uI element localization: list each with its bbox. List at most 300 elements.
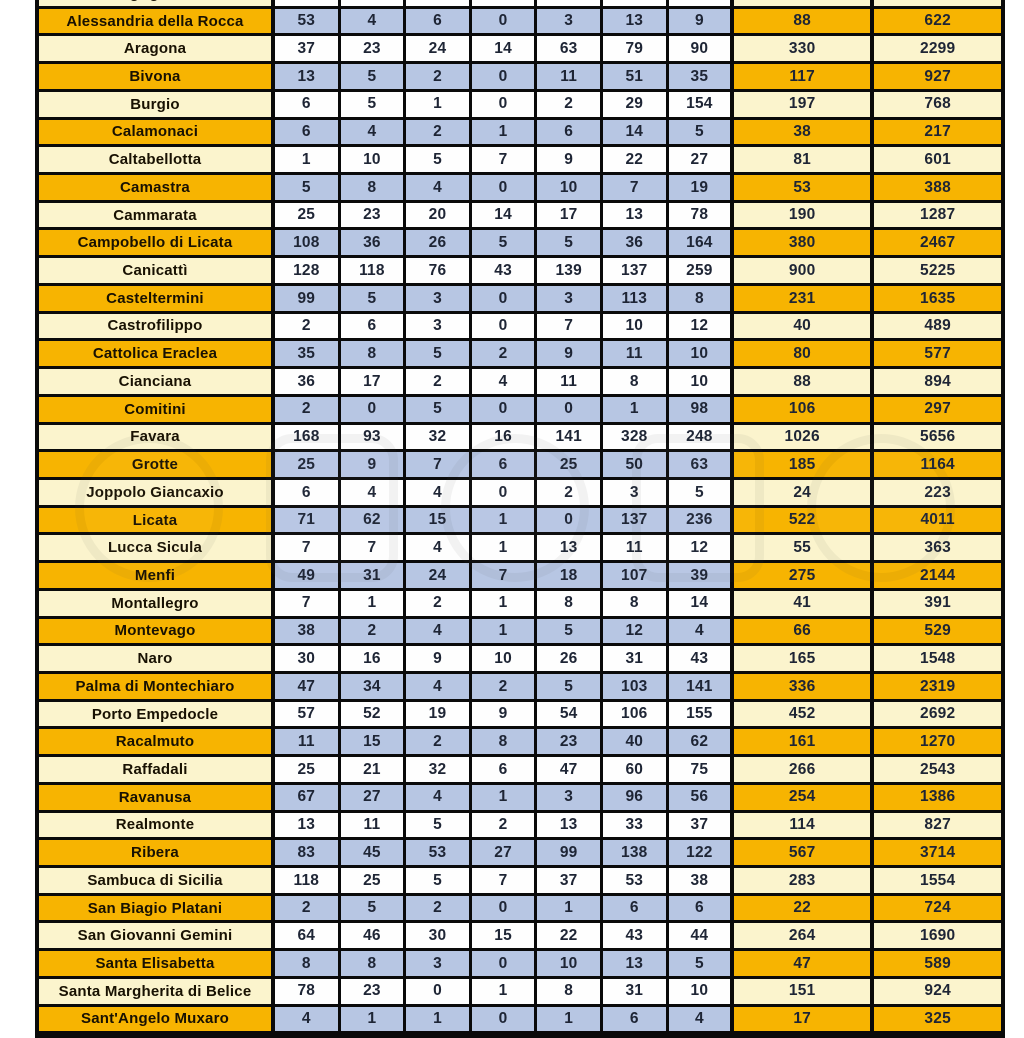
value-cell: 23 xyxy=(537,729,603,754)
value-cell: 4 xyxy=(472,369,538,394)
row-total-cell: 55 xyxy=(734,535,874,560)
value-cell: 0 xyxy=(472,397,538,422)
value-cell: 75 xyxy=(669,757,735,782)
grand-total-cell xyxy=(874,0,1001,6)
grand-total-cell: 827 xyxy=(874,813,1001,838)
value-cell xyxy=(406,0,472,6)
grand-total-cell: 1690 xyxy=(874,923,1001,948)
value-cell xyxy=(472,0,538,6)
value-cell: 118 xyxy=(341,258,407,283)
row-total-cell: 53 xyxy=(734,175,874,200)
value-cell: 47 xyxy=(537,757,603,782)
table-row xyxy=(39,979,1001,1007)
value-cell: 27 xyxy=(669,147,735,172)
value-cell: 64 xyxy=(275,923,341,948)
table-row xyxy=(39,175,1001,203)
value-cell: 6 xyxy=(537,120,603,145)
row-total-cell: 275 xyxy=(734,563,874,588)
value-cell: 38 xyxy=(275,619,341,644)
value-cell: 5 xyxy=(537,230,603,255)
municipality-name-cell: Bivona xyxy=(39,64,275,89)
table-row xyxy=(39,785,1001,813)
grand-total-cell: 601 xyxy=(874,147,1001,172)
value-cell: 17 xyxy=(341,369,407,394)
municipality-name-cell: Cattolica Eraclea xyxy=(39,341,275,366)
grand-total-cell: 297 xyxy=(874,397,1001,422)
value-cell: 8 xyxy=(341,341,407,366)
value-cell: 1 xyxy=(472,785,538,810)
value-cell: 0 xyxy=(472,951,538,976)
value-cell: 25 xyxy=(341,868,407,893)
table-row xyxy=(39,258,1001,286)
value-cell: 3 xyxy=(537,9,603,34)
value-cell: 20 xyxy=(406,203,472,228)
value-cell: 99 xyxy=(275,286,341,311)
value-cell: 23 xyxy=(341,203,407,228)
row-total-cell xyxy=(734,0,874,6)
table-row xyxy=(39,92,1001,120)
table-row xyxy=(39,314,1001,342)
value-cell: 12 xyxy=(669,314,735,339)
value-cell: 13 xyxy=(603,951,669,976)
value-cell: 164 xyxy=(669,230,735,255)
grand-total-cell: 388 xyxy=(874,175,1001,200)
value-cell: 29 xyxy=(603,92,669,117)
value-cell: 0 xyxy=(472,9,538,34)
value-cell: 6 xyxy=(275,120,341,145)
value-cell: 8 xyxy=(341,175,407,200)
value-cell: 2 xyxy=(275,397,341,422)
value-cell: 259 xyxy=(669,258,735,283)
value-cell: 54 xyxy=(537,702,603,727)
value-cell: 8 xyxy=(669,286,735,311)
value-cell: 79 xyxy=(603,36,669,61)
value-cell: 2 xyxy=(537,92,603,117)
value-cell: 63 xyxy=(669,452,735,477)
value-cell: 15 xyxy=(472,923,538,948)
table-row xyxy=(39,757,1001,785)
table-row xyxy=(39,868,1001,896)
value-cell: 2 xyxy=(406,729,472,754)
table-row xyxy=(39,619,1001,647)
value-cell: 78 xyxy=(275,979,341,1004)
value-cell: 13 xyxy=(603,9,669,34)
value-cell: 0 xyxy=(472,64,538,89)
grand-total-cell: 1548 xyxy=(874,646,1001,671)
municipality-name-cell: Caltabellotta xyxy=(39,147,275,172)
grand-total-cell: 223 xyxy=(874,480,1001,505)
table-row xyxy=(39,702,1001,730)
value-cell: 7 xyxy=(537,314,603,339)
value-cell: 10 xyxy=(669,341,735,366)
value-cell: 2 xyxy=(275,314,341,339)
table-row xyxy=(39,36,1001,64)
value-cell: 14 xyxy=(603,120,669,145)
value-cell: 43 xyxy=(472,258,538,283)
municipality-name-cell: Sant'Angelo Muxaro xyxy=(39,1007,275,1032)
value-cell: 108 xyxy=(275,230,341,255)
value-cell: 30 xyxy=(275,646,341,671)
municipality-name-cell: Cammarata xyxy=(39,203,275,228)
value-cell: 5 xyxy=(341,92,407,117)
municipality-name-cell: Porto Empedocle xyxy=(39,702,275,727)
value-cell: 78 xyxy=(669,203,735,228)
value-cell: 6 xyxy=(669,896,735,921)
value-cell: 1 xyxy=(472,535,538,560)
value-cell: 8 xyxy=(275,951,341,976)
table-row xyxy=(39,425,1001,453)
value-cell: 36 xyxy=(341,230,407,255)
table-row xyxy=(39,452,1001,480)
municipality-name-cell: Sambuca di Sicilia xyxy=(39,868,275,893)
value-cell: 71 xyxy=(275,508,341,533)
value-cell: 17 xyxy=(537,203,603,228)
value-cell: 5 xyxy=(669,120,735,145)
municipality-name-cell: Licata xyxy=(39,508,275,533)
row-total-cell: 80 xyxy=(734,341,874,366)
value-cell: 4 xyxy=(406,619,472,644)
municipality-name-cell: Aragona xyxy=(39,36,275,61)
table-row xyxy=(39,591,1001,619)
grand-total-cell: 1386 xyxy=(874,785,1001,810)
value-cell: 27 xyxy=(341,785,407,810)
grand-total-cell: 391 xyxy=(874,591,1001,616)
row-total-cell: 81 xyxy=(734,147,874,172)
row-total-cell: 165 xyxy=(734,646,874,671)
value-cell: 6 xyxy=(275,92,341,117)
row-total-cell: 900 xyxy=(734,258,874,283)
value-cell: 13 xyxy=(275,64,341,89)
value-cell: 44 xyxy=(669,923,735,948)
value-cell: 328 xyxy=(603,425,669,450)
value-cell: 12 xyxy=(603,619,669,644)
grand-total-cell: 1164 xyxy=(874,452,1001,477)
value-cell: 1 xyxy=(537,896,603,921)
value-cell: 141 xyxy=(669,674,735,699)
municipality-name-cell: Casteltermini xyxy=(39,286,275,311)
value-cell: 5 xyxy=(537,619,603,644)
value-cell xyxy=(537,0,603,6)
row-total-cell: 161 xyxy=(734,729,874,754)
value-cell: 2 xyxy=(406,369,472,394)
table-row xyxy=(39,646,1001,674)
value-cell: 40 xyxy=(603,729,669,754)
value-cell: 1 xyxy=(472,591,538,616)
value-cell: 62 xyxy=(341,508,407,533)
value-cell: 155 xyxy=(669,702,735,727)
value-cell: 31 xyxy=(603,979,669,1004)
value-cell: 23 xyxy=(341,36,407,61)
grand-total-cell: 1287 xyxy=(874,203,1001,228)
value-cell: 0 xyxy=(537,397,603,422)
value-cell: 2 xyxy=(275,896,341,921)
value-cell: 3 xyxy=(406,951,472,976)
value-cell: 3 xyxy=(406,314,472,339)
table-row xyxy=(39,535,1001,563)
value-cell: 13 xyxy=(537,535,603,560)
value-cell: 1 xyxy=(472,120,538,145)
value-cell xyxy=(669,0,735,6)
value-cell: 45 xyxy=(341,840,407,865)
row-total-cell: 114 xyxy=(734,813,874,838)
value-cell: 46 xyxy=(341,923,407,948)
value-cell: 3 xyxy=(537,286,603,311)
value-cell: 3 xyxy=(537,785,603,810)
grand-total-cell: 2299 xyxy=(874,36,1001,61)
grand-total-cell: 768 xyxy=(874,92,1001,117)
value-cell: 37 xyxy=(537,868,603,893)
table-row xyxy=(39,729,1001,757)
row-total-cell: 283 xyxy=(734,868,874,893)
table-row xyxy=(39,120,1001,148)
value-cell: 4 xyxy=(341,9,407,34)
value-cell: 56 xyxy=(669,785,735,810)
value-cell: 11 xyxy=(341,813,407,838)
municipality-name-cell: Palma di Montechiaro xyxy=(39,674,275,699)
value-cell: 5 xyxy=(406,341,472,366)
table-row xyxy=(39,203,1001,231)
value-cell: 9 xyxy=(472,702,538,727)
table-row xyxy=(39,341,1001,369)
value-cell: 96 xyxy=(603,785,669,810)
value-cell: 4 xyxy=(406,785,472,810)
value-cell: 2 xyxy=(406,64,472,89)
value-cell: 43 xyxy=(603,923,669,948)
value-cell: 22 xyxy=(537,923,603,948)
municipality-name-cell: Racalmuto xyxy=(39,729,275,754)
row-total-cell: 254 xyxy=(734,785,874,810)
value-cell: 53 xyxy=(275,9,341,34)
value-cell: 7 xyxy=(603,175,669,200)
value-cell: 1 xyxy=(341,591,407,616)
value-cell: 113 xyxy=(603,286,669,311)
table-row xyxy=(39,563,1001,591)
row-total-cell: 190 xyxy=(734,203,874,228)
municipality-name-cell: Santa Elisabetta xyxy=(39,951,275,976)
value-cell: 6 xyxy=(275,480,341,505)
value-cell: 0 xyxy=(472,896,538,921)
table-row xyxy=(39,923,1001,951)
value-cell: 4 xyxy=(669,1007,735,1032)
value-cell: 139 xyxy=(537,258,603,283)
value-cell: 9 xyxy=(537,147,603,172)
value-cell: 2 xyxy=(537,480,603,505)
value-cell: 32 xyxy=(406,425,472,450)
value-cell: 7 xyxy=(275,591,341,616)
value-cell: 19 xyxy=(669,175,735,200)
value-cell: 236 xyxy=(669,508,735,533)
value-cell: 10 xyxy=(603,314,669,339)
value-cell: 30 xyxy=(406,923,472,948)
value-cell: 18 xyxy=(537,563,603,588)
grand-total-cell: 924 xyxy=(874,979,1001,1004)
value-cell: 93 xyxy=(341,425,407,450)
municipality-name-cell xyxy=(39,0,275,6)
value-cell: 8 xyxy=(472,729,538,754)
value-cell: 50 xyxy=(603,452,669,477)
row-total-cell: 185 xyxy=(734,452,874,477)
value-cell: 10 xyxy=(537,951,603,976)
grand-total-cell: 1270 xyxy=(874,729,1001,754)
value-cell: 137 xyxy=(603,508,669,533)
grand-total-cell: 2692 xyxy=(874,702,1001,727)
value-cell: 26 xyxy=(406,230,472,255)
value-cell: 24 xyxy=(406,36,472,61)
value-cell: 3 xyxy=(406,286,472,311)
row-total-cell: 567 xyxy=(734,840,874,865)
value-cell: 5 xyxy=(537,674,603,699)
value-cell: 3 xyxy=(603,480,669,505)
value-cell: 6 xyxy=(603,896,669,921)
value-cell: 14 xyxy=(472,203,538,228)
value-cell xyxy=(603,0,669,6)
value-cell: 0 xyxy=(472,480,538,505)
value-cell: 1 xyxy=(537,1007,603,1032)
value-cell: 8 xyxy=(537,591,603,616)
row-total-cell: 336 xyxy=(734,674,874,699)
municipality-name-cell: Calamonaci xyxy=(39,120,275,145)
row-total-cell: 264 xyxy=(734,923,874,948)
grand-total-cell: 2543 xyxy=(874,757,1001,782)
row-total-cell: 22 xyxy=(734,896,874,921)
value-cell: 7 xyxy=(341,535,407,560)
value-cell: 7 xyxy=(406,452,472,477)
value-cell: 9 xyxy=(341,452,407,477)
value-cell: 7 xyxy=(472,563,538,588)
municipality-name-cell: Favara xyxy=(39,425,275,450)
grand-total-cell: 927 xyxy=(874,64,1001,89)
grand-total-cell: 217 xyxy=(874,120,1001,145)
municipality-name-cell: Ravanusa xyxy=(39,785,275,810)
value-cell: 7 xyxy=(472,868,538,893)
value-cell: 1 xyxy=(603,397,669,422)
grand-total-cell: 724 xyxy=(874,896,1001,921)
value-cell: 2 xyxy=(406,591,472,616)
value-cell: 10 xyxy=(669,369,735,394)
row-total-cell: 117 xyxy=(734,64,874,89)
grand-total-cell: 325 xyxy=(874,1007,1001,1032)
row-total-cell: 231 xyxy=(734,286,874,311)
grand-total-cell: 4011 xyxy=(874,508,1001,533)
municipality-name-cell: San Giovanni Gemini xyxy=(39,923,275,948)
value-cell: 10 xyxy=(341,147,407,172)
municipality-name-cell: Canicattì xyxy=(39,258,275,283)
municipality-name-cell: Grotte xyxy=(39,452,275,477)
value-cell: 43 xyxy=(669,646,735,671)
value-cell: 5 xyxy=(275,175,341,200)
value-cell: 141 xyxy=(537,425,603,450)
value-cell: 4 xyxy=(341,480,407,505)
value-cell: 5 xyxy=(406,813,472,838)
value-cell: 0 xyxy=(537,508,603,533)
municipality-name-cell: Alessandria della Rocca xyxy=(39,9,275,34)
value-cell: 4 xyxy=(275,1007,341,1032)
value-cell: 16 xyxy=(341,646,407,671)
value-cell: 62 xyxy=(669,729,735,754)
value-cell: 53 xyxy=(406,840,472,865)
row-total-cell: 380 xyxy=(734,230,874,255)
row-total-cell: 106 xyxy=(734,397,874,422)
municipality-name-cell: Montevago xyxy=(39,619,275,644)
value-cell: 38 xyxy=(669,868,735,893)
value-cell: 14 xyxy=(669,591,735,616)
table-row xyxy=(39,840,1001,868)
value-cell: 5 xyxy=(341,896,407,921)
value-cell: 35 xyxy=(275,341,341,366)
value-cell: 99 xyxy=(537,840,603,865)
value-cell: 11 xyxy=(275,729,341,754)
row-total-cell: 47 xyxy=(734,951,874,976)
municipality-name-cell: Montallegro xyxy=(39,591,275,616)
value-cell: 34 xyxy=(341,674,407,699)
value-cell: 47 xyxy=(275,674,341,699)
municipality-name-cell: Cianciana xyxy=(39,369,275,394)
row-total-cell: 41 xyxy=(734,591,874,616)
value-cell: 168 xyxy=(275,425,341,450)
value-cell: 0 xyxy=(472,314,538,339)
value-cell: 26 xyxy=(537,646,603,671)
table-row xyxy=(39,1007,1001,1035)
value-cell: 4 xyxy=(406,535,472,560)
value-cell: 13 xyxy=(537,813,603,838)
table-row xyxy=(39,369,1001,397)
value-cell: 1 xyxy=(406,1007,472,1032)
table-row xyxy=(39,147,1001,175)
row-total-cell: 197 xyxy=(734,92,874,117)
value-cell: 16 xyxy=(472,425,538,450)
value-cell xyxy=(341,0,407,6)
table-row xyxy=(39,0,1001,9)
value-cell: 8 xyxy=(341,951,407,976)
value-cell: 31 xyxy=(341,563,407,588)
value-cell: 4 xyxy=(406,480,472,505)
municipality-name-cell: Campobello di Licata xyxy=(39,230,275,255)
grand-total-cell: 2467 xyxy=(874,230,1001,255)
municipality-name-cell: Ribera xyxy=(39,840,275,865)
grand-total-cell: 2144 xyxy=(874,563,1001,588)
value-cell: 154 xyxy=(669,92,735,117)
table-row xyxy=(39,230,1001,258)
value-cell: 103 xyxy=(603,674,669,699)
table-row xyxy=(39,896,1001,924)
value-cell: 98 xyxy=(669,397,735,422)
value-cell: 15 xyxy=(406,508,472,533)
value-cell: 36 xyxy=(603,230,669,255)
value-cell: 25 xyxy=(275,757,341,782)
value-cell: 25 xyxy=(537,452,603,477)
row-total-cell: 17 xyxy=(734,1007,874,1032)
value-cell: 33 xyxy=(603,813,669,838)
grand-total-cell: 5225 xyxy=(874,258,1001,283)
value-cell: 138 xyxy=(603,840,669,865)
value-cell: 0 xyxy=(472,286,538,311)
value-cell: 11 xyxy=(537,64,603,89)
value-cell: 9 xyxy=(406,646,472,671)
value-cell: 90 xyxy=(669,36,735,61)
value-cell: 23 xyxy=(341,979,407,1004)
table-row xyxy=(39,286,1001,314)
grand-total-cell: 2319 xyxy=(874,674,1001,699)
grand-total-cell: 622 xyxy=(874,9,1001,34)
value-cell: 2 xyxy=(406,120,472,145)
row-total-cell: 452 xyxy=(734,702,874,727)
value-cell: 5 xyxy=(406,868,472,893)
value-cell: 0 xyxy=(406,979,472,1004)
grand-total-cell: 363 xyxy=(874,535,1001,560)
value-cell: 24 xyxy=(406,563,472,588)
municipality-name-cell: Realmonte xyxy=(39,813,275,838)
value-cell: 2 xyxy=(472,813,538,838)
